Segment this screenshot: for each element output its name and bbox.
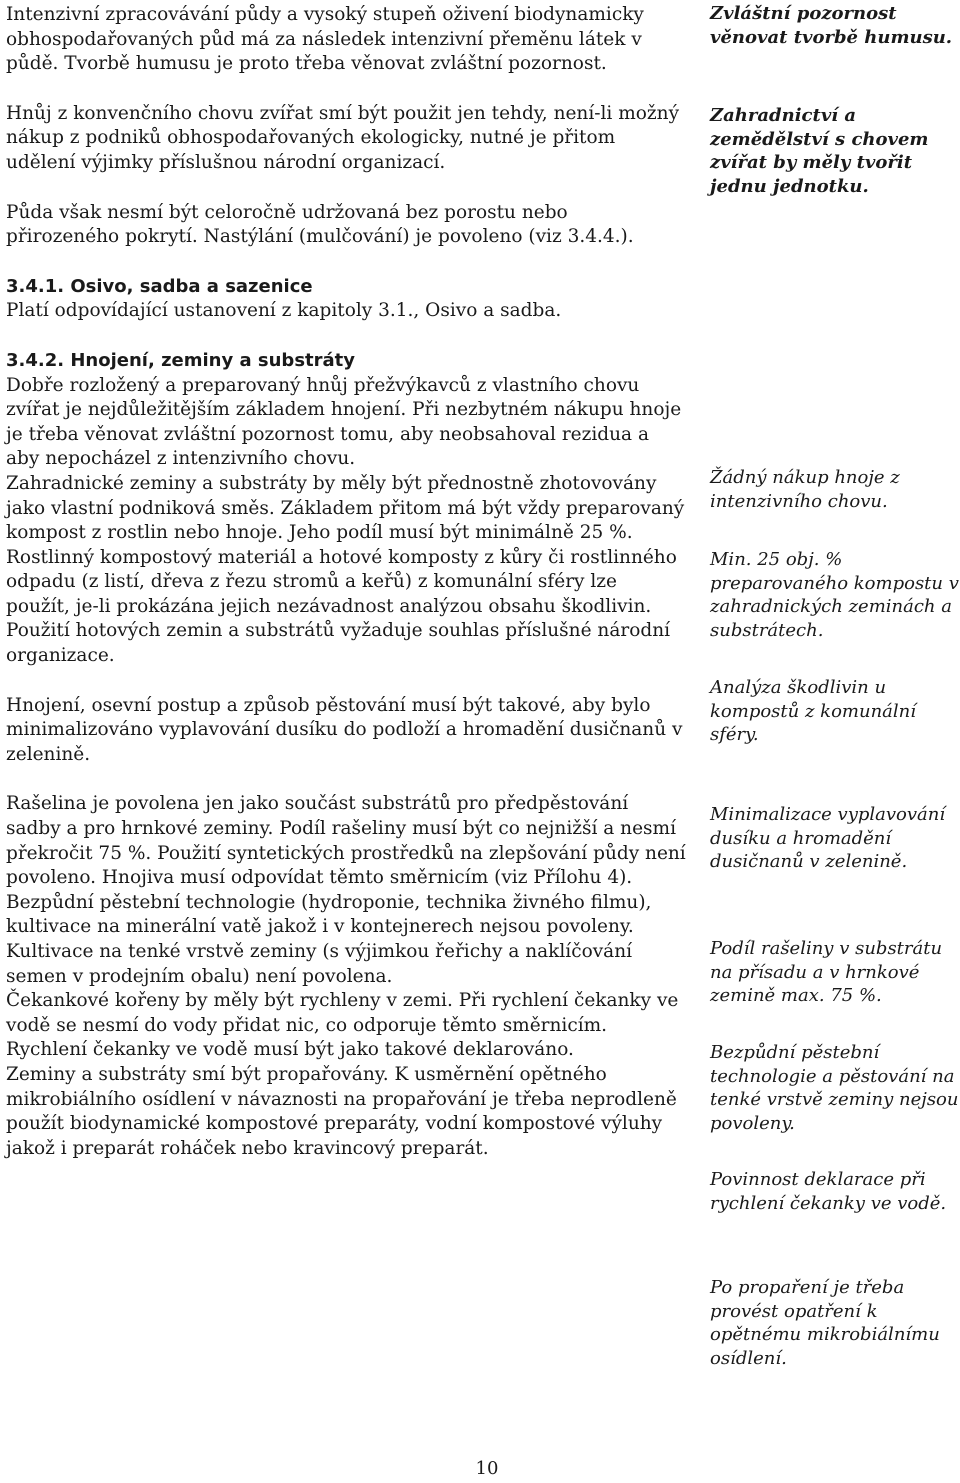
sidenote-compost-share (710, 548, 960, 642)
fertilization-paragraph: Dobře rozložený a preparovaný hnůj přežvýkavců z vlastního chovu zvířat je nejdůležitějším základem hnojení. Při nezbytném nákupu hnoje je třeba věnovat zvláštní pozornost tomu, aby neobsahoval rezidua a aby nepocházel z intenzivního chovu. (6, 374, 682, 470)
page-number: 10 (475, 1458, 499, 1479)
soilless-paragraph: Bezpůdní pěstební technologie (hydroponie, technika živného filmu), kultivace na minerální vatě jakož i v kontejnerech nejsou povoleny. Kultivace na tenké vrstvě zeminy (s výjimkou řeřichy a naklíčování semen v prodejním obalu) není povolena. (6, 891, 652, 987)
intro-paragraph: Intenzivní zpracovávání půdy a vysoký stupeň oživení biodynamicky obhospodařovaných půd má za následek intenzivní přeměnu látek v půdě. Tvorbě humusu je proto třeba věnovat zvláštní pozornost. (6, 4, 644, 75)
sidenote-peat-text: Podíl rašeliny v substrátu na přísadu a v hrnkové zemině max. 75 %. (710, 938, 943, 1007)
steaming-paragraph: Zeminy a substráty smí být propařovány. K usměrnění opětného mikrobiálního osídlení v návaznosti na propařování je třeba neprodleně použít biodynamické kompostové preparáty, vodní kompostové výluhy jakož i preparát roháček nebo kravincový preparát. (6, 1063, 677, 1159)
main-text-column (6, 3, 686, 1161)
soil-cover-paragraph: Půda však nesmí být celoročně udržovaná bez porostu nebo přirozeného pokrytí. Nastýlání (mulčování) je povoleno (viz 3.4.4.). (6, 201, 634, 248)
sidenote-peat (710, 937, 960, 1008)
nitrogen-paragraph: Hnojení, osevní postup a způsob pěstování musí být takové, aby bylo minimalizováno vyplavování dusíku do podloží a hromadění dusičnanů v zelenině. (6, 694, 683, 765)
sidenote-chicory-text: Povinnost deklarace při rychlení čekanky ve vodě. (710, 1169, 947, 1214)
section-3-4-1-heading: 3.4.1. Osivo, sadba a sazenice (6, 275, 313, 297)
sidenote-humus-text: Zvláštní pozornost věnovat tvorbě humusu. (710, 3, 953, 48)
section-3-4-2-heading: 3.4.2. Hnojení, zeminy a substráty (6, 349, 355, 371)
sidenote-compost-share-text: Min. 25 obj. % preparovaného kompostu v zahradnických zeminách a substrátech. (710, 549, 959, 641)
substrates-paragraph: Zahradnické zeminy a substráty by měly být přednostně zhotovovány jako vlastní podniková směs. Základem přitom má být vždy preparovaný kompost z rostlin nebo hnoje. Jeho podíl musí být minimálně 25 %. (6, 472, 685, 544)
sidenote-nitrogen (710, 803, 960, 874)
sidenote-steaming (710, 1276, 960, 1370)
sidenote-contaminants (710, 676, 960, 747)
sidenote-humus (710, 2, 960, 49)
sidenote-farm-unit-text: Zahradnictví a zemědělství s chovem zvířat by měly tvořit jednu jednotku. (710, 105, 929, 197)
sidenote-manure-purchase (710, 466, 960, 513)
sidenote-steaming-text: Po propaření je třeba provést opatření k opětnému mikrobiálnímu osídlení. (710, 1277, 940, 1369)
peat-paragraph: Rašelina je povolena jen jako součást substrátů pro předpěstování sadby a pro hrnkové zeminy. Podíl rašeliny musí být co nejnižší a nesmí překročit 75 %. Použití syntetických prostředků na zlepšování půdy není povoleno. Hnojiva musí odpovídat těmto směrnicím (viz Přílohu 4). (6, 793, 686, 889)
compost-paragraph: Rostlinný kompostový materiál a hotové komposty z kůry či rostlinného odpadu (z listí, dřeva z řezu stromů a keřů) z komunální sféry lze použít, je-li prokázána jejich nezávadnost analýzou obsahu škodlivin. Použití hotových zemin a substrátů vyžaduje souhlas příslušné národní organizace. (6, 546, 677, 667)
sidenote-contaminants-text: Analýza škodlivin u kompostů z komunální sféry. (710, 677, 916, 746)
sidenote-soilless-text: Bezpůdní pěstební technologie a pěstování na tenké vrstvě zeminy nejsou povoleny. (710, 1042, 959, 1134)
section-3-4-1-text: Platí odpovídající ustanovení z kapitoly 3.1., Osivo a sadba. (6, 300, 562, 322)
chicory-paragraph: Čekankové kořeny by měly být rychleny v zemi. Při rychlení čekanky ve vodě se nesmí do vody přidat nic, co odporuje těmto směrnicím. Rychlení čekanky ve vodě musí být jako takové deklarováno. (6, 990, 679, 1061)
manure-paragraph: Hnůj z konvenčního chovu zvířat smí být použit jen tehdy, není-li možný nákup z podniků obhospodařovaných ekologicky, nutné je přitom udělení výjimky příslušnou národní organizací. (6, 102, 680, 173)
sidenote-chicory (710, 1168, 960, 1215)
sidenote-manure-purchase-text: Žádný nákup hnoje z intenzivního chovu. (710, 467, 900, 512)
sidenote-soilless (710, 1041, 960, 1135)
sidenote-nitrogen-text: Minimalizace vyplavování dusíku a hromadění dusičnanů v zelenině. (710, 804, 946, 873)
sidenote-farm-unit (710, 104, 960, 198)
